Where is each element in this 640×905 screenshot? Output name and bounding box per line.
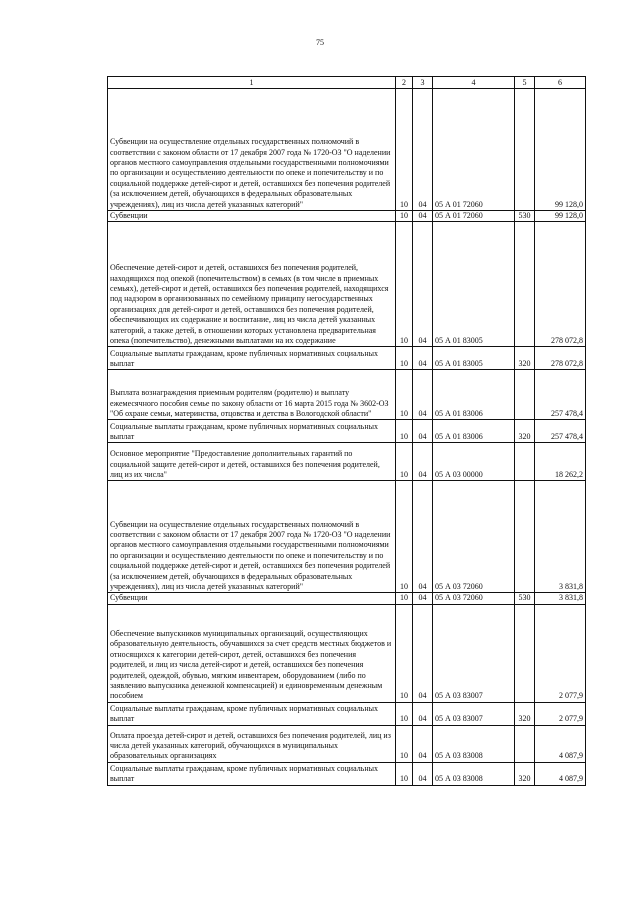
table-row (108, 89, 586, 211)
row-section: 10 (396, 420, 413, 443)
row-name: Субвенции на осуществление отдельных государственных полномочий в соответствии с законом области от 17 декабря 2007 года № 1720-ОЗ "О наделении органов местного самоуправления отдельными государственными полномочиями по организации и осуществлению деятельности по опеке и попечительству и по социальной поддержке детей-сирот и детей, оставшихся без попечения родителей (за исключением детей, обучающихся в федеральных образовательных учреждениях), лиц из числа детей указанных категорий" (108, 481, 396, 593)
row-expense-type (515, 481, 535, 593)
row-subsection: 04 (413, 420, 433, 443)
row-expense-type (515, 443, 535, 481)
row-subsection: 04 (413, 370, 433, 420)
row-amount: 18 262,2 (535, 443, 586, 481)
header-row (108, 77, 586, 89)
row-name: Обеспечение выпускников муниципальных организаций, осуществляющих образовательную деятельность, обучавшихся за счет средств местных бюджетов и относящихся к категории детей-сирот, детей, оставшихся без попечения родителей, и лиц из числа детей-сирот и детей, оставшихся без попечения родителей, одеждой, обувью, мягким инвентарем, оборудованием (либо по заявлению выпускника денежной компенсацией) и единовременным денежным пособием (108, 604, 396, 702)
row-section: 10 (396, 443, 413, 481)
row-target-code: 05 А 01 83006 (433, 420, 515, 443)
row-target-code: 05 А 03 72060 (433, 593, 515, 604)
row-target-code: 05 А 01 83006 (433, 370, 515, 420)
row-amount: 2 077,9 (535, 604, 586, 702)
row-target-code: 05 А 03 83008 (433, 725, 515, 762)
row-target-code: 05 А 03 83007 (433, 702, 515, 725)
row-expense-type (515, 604, 535, 702)
header-col-2: 2 (396, 77, 413, 89)
row-name: Выплата вознаграждения приемным родителям (родителю) и выплату ежемесячного пособия семье по закону области от 16 марта 2015 года № 3602-ОЗ "Об охране семьи, материнства, отцовства и детства в Вологодской области" (108, 370, 396, 420)
row-subsection: 04 (413, 593, 433, 604)
row-subsection: 04 (413, 725, 433, 762)
row-amount: 2 077,9 (535, 702, 586, 725)
row-amount: 99 128,0 (535, 89, 586, 211)
row-section: 10 (396, 211, 413, 222)
table-row (108, 702, 586, 725)
row-section: 10 (396, 762, 413, 785)
row-subsection: 04 (413, 702, 433, 725)
row-subsection: 04 (413, 222, 433, 347)
row-expense-type (515, 370, 535, 420)
table-row (108, 370, 586, 420)
row-target-code: 05 А 01 72060 (433, 211, 515, 222)
header-col-3: 3 (413, 77, 433, 89)
row-expense-type: 320 (515, 762, 535, 785)
table-row (108, 604, 586, 702)
row-name: Субвенции (108, 211, 396, 222)
row-subsection: 04 (413, 89, 433, 211)
row-section: 10 (396, 89, 413, 211)
table-row (108, 211, 586, 222)
row-target-code: 05 А 03 72060 (433, 481, 515, 593)
row-section: 10 (396, 593, 413, 604)
table-row (108, 481, 586, 593)
row-section: 10 (396, 347, 413, 370)
table-row (108, 222, 586, 347)
table-row (108, 443, 586, 481)
row-target-code: 05 А 03 00000 (433, 443, 515, 481)
row-target-code: 05 А 01 83005 (433, 347, 515, 370)
header-col-4: 4 (433, 77, 515, 89)
row-name: Социальные выплаты гражданам, кроме публичных нормативных социальных выплат (108, 702, 396, 725)
table-row (108, 347, 586, 370)
row-target-code: 05 А 03 83008 (433, 762, 515, 785)
row-amount: 4 087,9 (535, 725, 586, 762)
row-subsection: 04 (413, 762, 433, 785)
row-name: Субвенции на осуществление отдельных государственных полномочий в соответствии с законом области от 17 декабря 2007 года № 1720-ОЗ "О наделении органов местного самоуправления отдельными государственными полномочиями по организации и осуществлению деятельности по опеке и попечительству и по социальной поддержке детей-сирот и детей, оставшихся без попечения родителей (за исключением детей, обучающихся в федеральных образовательных учреждениях), лиц из числа детей указанных категорий" (108, 89, 396, 211)
row-subsection: 04 (413, 443, 433, 481)
row-section: 10 (396, 481, 413, 593)
table-row (108, 593, 586, 604)
row-name: Основное мероприятие "Предоставление дополнительных гарантий по социальной защите детей-сирот и детей, оставшихся без попечения родителей, лиц из их числа" (108, 443, 396, 481)
row-section: 10 (396, 725, 413, 762)
row-target-code: 05 А 01 83005 (433, 222, 515, 347)
page-number: 75 (316, 38, 324, 47)
row-expense-type: 320 (515, 420, 535, 443)
header-col-1: 1 (108, 77, 396, 89)
row-name: Социальные выплаты гражданам, кроме публичных нормативных социальных выплат (108, 762, 396, 785)
row-amount: 3 831,8 (535, 593, 586, 604)
row-section: 10 (396, 604, 413, 702)
row-section: 10 (396, 702, 413, 725)
table-row (108, 762, 586, 785)
row-subsection: 04 (413, 347, 433, 370)
row-expense-type (515, 89, 535, 211)
table-row (108, 420, 586, 443)
row-name: Оплата проезда детей-сирот и детей, оставшихся без попечения родителей, лиц из числа детей указанных категорий, обучающихся в муниципальных образовательных организациях (108, 725, 396, 762)
row-name: Социальные выплаты гражданам, кроме публичных нормативных социальных выплат (108, 347, 396, 370)
row-amount: 3 831,8 (535, 481, 586, 593)
row-expense-type: 320 (515, 347, 535, 370)
row-expense-type: 530 (515, 211, 535, 222)
row-expense-type: 320 (515, 702, 535, 725)
row-amount: 278 072,8 (535, 222, 586, 347)
row-subsection: 04 (413, 604, 433, 702)
budget-table (107, 76, 586, 786)
row-subsection: 04 (413, 211, 433, 222)
row-expense-type: 530 (515, 593, 535, 604)
row-amount: 4 087,9 (535, 762, 586, 785)
row-name: Социальные выплаты гражданам, кроме публичных нормативных социальных выплат (108, 420, 396, 443)
row-name: Обеспечение детей-сирот и детей, оставшихся без попечения родителей, находящихся под опекой (попечительством) в семьях (в том числе в приемных семьях), детей-сирот и детей, оставшихся без попечения родителей, находящихся под надзором в организованных по семейному принципу негосударственных организациях для детей-сирот и детей, оставшихся без попечения родителей, обеспечивающих их содержание и воспитание, лиц из числа детей указанных категорий, а также детей, в отношении которых установлена предварительная опека (попечительство), денежными выплатами на их содержание (108, 222, 396, 347)
row-section: 10 (396, 222, 413, 347)
row-amount: 99 128,0 (535, 211, 586, 222)
row-expense-type (515, 725, 535, 762)
row-amount: 257 478,4 (535, 420, 586, 443)
row-target-code: 05 А 01 72060 (433, 89, 515, 211)
row-amount: 257 478,4 (535, 370, 586, 420)
header-col-5: 5 (515, 77, 535, 89)
row-subsection: 04 (413, 481, 433, 593)
header-col-6: 6 (535, 77, 586, 89)
row-amount: 278 072,8 (535, 347, 586, 370)
row-name: Субвенции (108, 593, 396, 604)
row-section: 10 (396, 370, 413, 420)
table-row (108, 725, 586, 762)
row-expense-type (515, 222, 535, 347)
row-target-code: 05 А 03 83007 (433, 604, 515, 702)
